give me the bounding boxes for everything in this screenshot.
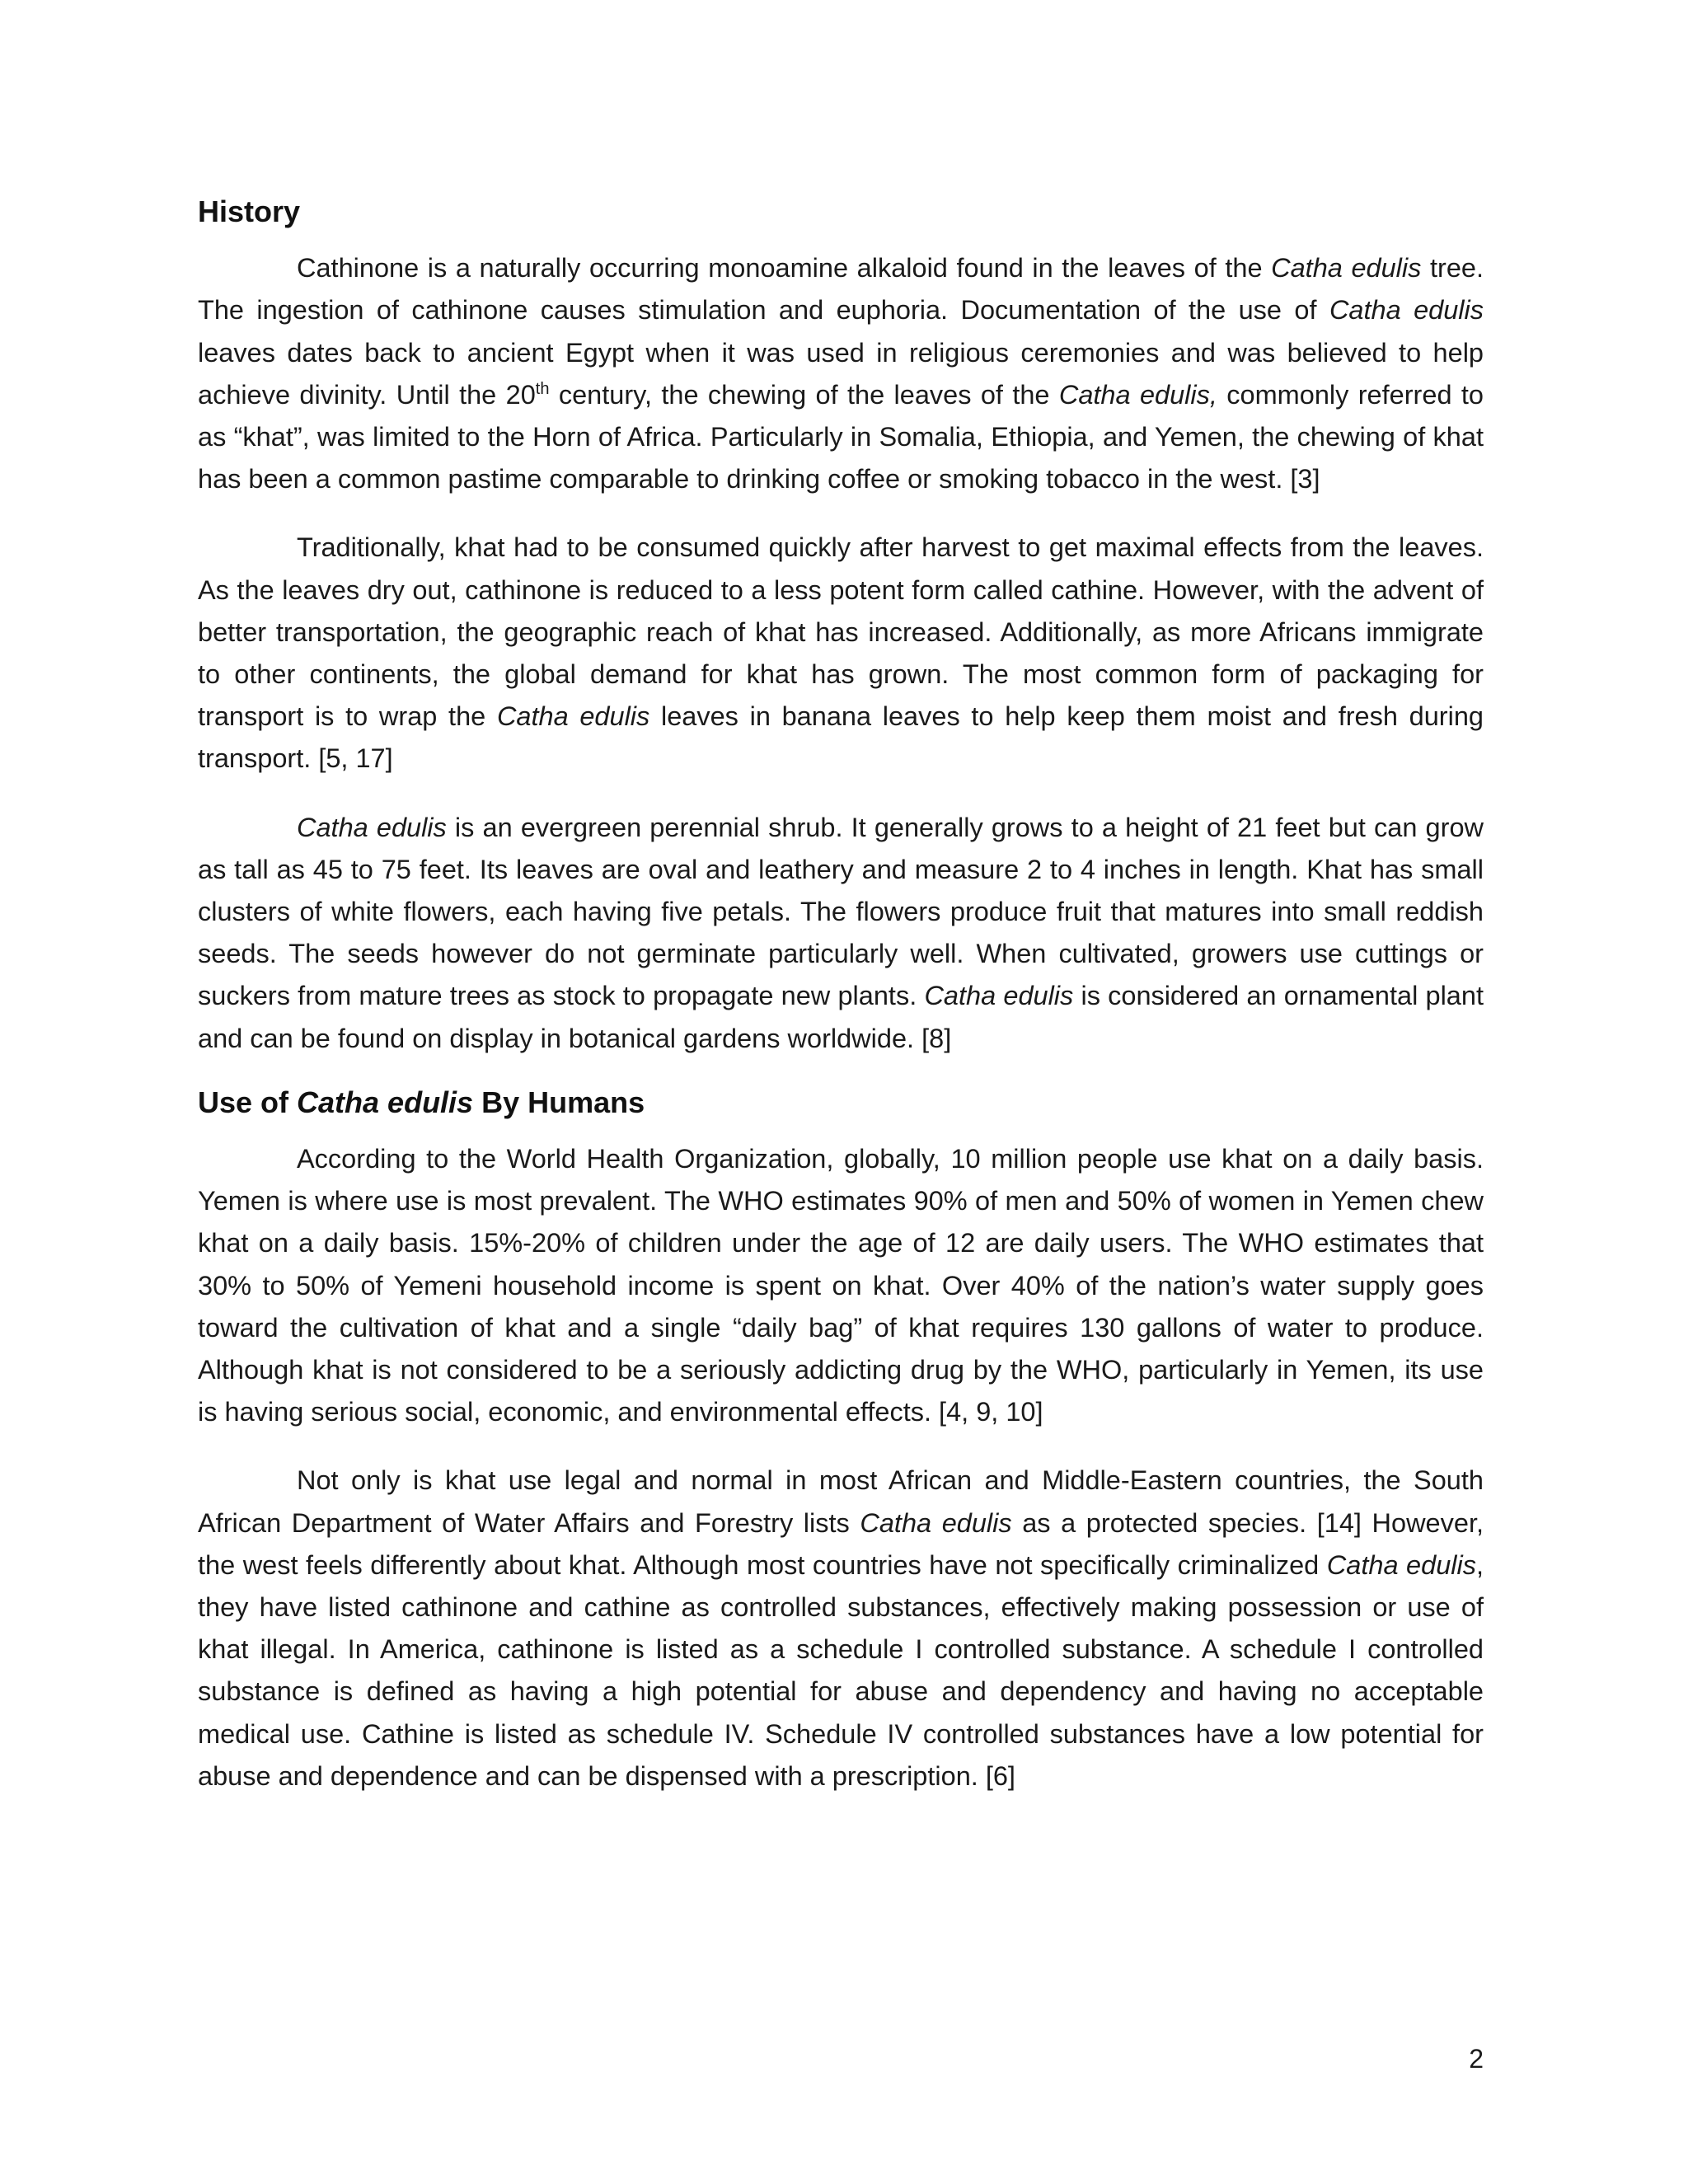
text-run: century, the chewing of the leaves of the [549,379,1059,410]
page-number: 2 [1469,2044,1484,2074]
superscript: th [535,379,550,398]
text-run: is considered an ornamental plant and can be found on display in botanical gardens worldwide. [8] [198,981,1484,1053]
text-run: , they have listed cathinone and cathine as controlled substances, effectively making possession or use of khat illegal. In America, cathinone is listed as a schedule I controlled substance. A schedule I controlled substance is defined as having a high potential for abuse and dependency and having no acceptable medical use. Cathine is listed as schedule IV. Schedule IV controlled substances have a low potential for abuse and dependence and can be dispensed with a prescription. [6] [198,1549,1484,1791]
italic-term: Catha edulis [924,981,1074,1011]
italic-term: Catha edulis [1326,1549,1476,1580]
text-run: is an evergreen perennial shrub. It generally grows to a height of 21 feet but can grow as tall as 45 to 75 feet. Its leaves are oval and leathery and measure 2 to 4 inches in length. Khat has small clusters of white flowers, each having five petals. The flowers produce fruit that matures into small reddish seeds. The seeds however do not germinate particularly well. When cultivated, growers use cuttings or suckers from mature trees as stock to propagate new plants. [198,812,1484,1011]
document-page [198,194,1484,1797]
heading-italic: Catha edulis [297,1085,474,1119]
heading-text-end: By Humans [473,1085,645,1119]
paragraph [198,807,1484,1060]
paragraph [198,527,1484,780]
heading-text: Use of [198,1085,298,1119]
use-by-humans-body [198,1138,1484,1797]
text-run: Traditionally, khat had to be consumed quickly after harvest to get maximal effects from the leaves. As the leaves dry out, cathinone is reduced to a less potent form called cathine. However, with the advent of better transportation, the geographic reach of khat has increased. Additionally, as more Africans immigrate to other continents, the global demand for khat has grown. The most common form of packaging for transport is to wrap the [198,532,1484,732]
paragraph [198,1138,1484,1433]
paragraph [198,247,1484,500]
text-run: tree. The ingestion of cathinone causes stimulation and euphoria. Documentation of the use of [198,253,1484,326]
italic-term: Catha edulis [297,812,447,842]
text-run: leaves in banana leaves to help keep them moist and fresh during transport. [5, 17] [198,701,1484,774]
text-run: as a protected species. [14] However, the west feels differently about khat. Although most countries have not specifically criminalized [198,1507,1484,1580]
italic-term: Catha edulis [1271,253,1422,284]
history-body [198,247,1484,1060]
italic-term: Catha edulis [496,701,650,732]
section-heading-use-by-humans [198,1085,1484,1120]
italic-term: Catha edulis [1329,295,1484,326]
paragraph [198,1460,1484,1797]
text-run: commonly referred to as “khat”, was limited to the Horn of Africa. Particularly in Somalia, Ethiopia, and Yemen, the chewing of khat has been a common pastime comparable to drinking coffee or smoking tobacco in the west. [3] [198,379,1484,494]
italic-term: Catha edulis, [1058,379,1217,410]
section-heading-history [198,194,1484,229]
italic-term: Catha edulis [860,1507,1012,1538]
text-run: Cathinone is a naturally occurring monoamine alkaloid found in the leaves of the [297,253,1272,284]
text-run: Not only is khat use legal and normal in most African and Middle-Eastern countries, the South African Department of Water Affairs and Forestry lists [198,1465,1484,1538]
text-run: leaves dates back to ancient Egypt when it was used in religious ceremonies and was believed to help achieve divinity. Until the 20 [198,337,1484,410]
text-run: According to the World Health Organization, globally, 10 million people use khat on a daily basis. Yemen is where use is most prevalent. The WHO estimates 90% of men and 50% of women in Yemen chew khat on a daily basis. 15%-20% of children under the age of 12 are daily users. The WHO estimates that 30% to 50% of Yemeni household income is spent on khat. Over 40% of the nation’s water supply goes toward the cultivation of khat and a single “daily bag” of khat requires 130 gallons of water to produce. Although khat is not considered to be a seriously addicting drug by the WHO, particularly in Yemen, its use is having serious social, economic, and environmental effects. [4, 9, 10] [198,1144,1484,1427]
heading-text: History [198,194,301,228]
